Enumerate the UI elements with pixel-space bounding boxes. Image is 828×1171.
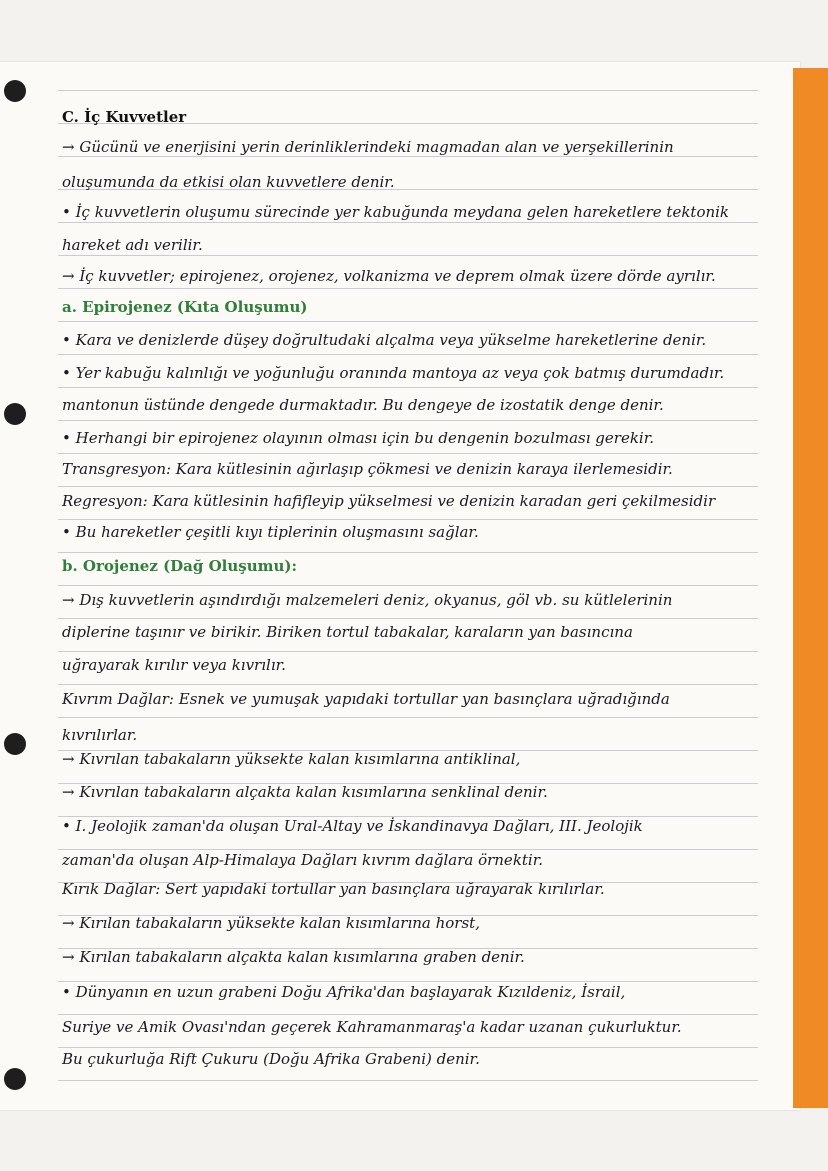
binder-hole [4, 733, 26, 755]
note-line: → Kırılan tabakaların alçakta kalan kısımlarına graben denir. [62, 948, 525, 966]
note-line: → İç kuvvetler; epirojenez, orojenez, volkanizma ve deprem olmak üzere dörde ayrılır. [62, 267, 716, 285]
binder-hole [4, 403, 26, 425]
subheading: b. Orojenez (Dağ Oluşumu): [62, 557, 298, 575]
subheading: a. Epirojenez (Kıta Oluşumu) [62, 298, 308, 316]
term-line: Regresyon: Kara kütlesinin hafifleyip yükselmesi ve denizin karadan geri çekilmesidir [62, 492, 716, 510]
ruled-line [58, 90, 758, 91]
term-line: Kıvrım Dağlar: Esnek ve yumuşak yapıdaki tortullar yan basınçlara uğradığında [62, 690, 670, 708]
section-title: C. İç Kuvvetler [62, 108, 187, 126]
note-line: → Kıvrılan tabakaların yüksekte kalan kısımlarına antiklinal, [62, 750, 521, 768]
note-line: • Bu hareketler çeşitli kıyı tiplerinin oluşmasını sağlar. [62, 523, 479, 541]
binder-hole [4, 80, 26, 102]
note-line: → Gücünü ve enerjisini yerin derinliklerindeki magmadan alan ve yerşekillerinin [62, 138, 674, 156]
note-line: • İç kuvvetlerin oluşumu sürecinde yer kabuğunda meydana gelen hareketlere tektonik [62, 203, 730, 221]
note-line: • I. Jeolojik zaman'da oluşan Ural-Altay ve İskandinavya Dağları, III. Jeolojik [62, 817, 643, 835]
term-line: Transgresyon: Kara kütlesinin ağırlaşıp çökmesi ve denizin karaya ilerlemesidir. [62, 460, 673, 478]
note-line: hareket adı verilir. [62, 236, 203, 254]
note-line: Bu çukurluğa Rift Çukuru (Doğu Afrika Grabeni) denir. [62, 1050, 480, 1068]
note-line: • Herhangi bir epirojenez olayının olması için bu dengenin bozulması gerekir. [62, 429, 655, 447]
term-line: Kırık Dağlar: Sert yapıdaki tortullar yan basınçlara uğrayarak kırılırlar. [62, 880, 605, 898]
note-line: → Kıvrılan tabakaların alçakta kalan kısımlarına senklinal denir. [62, 783, 548, 801]
note-line: Suriye ve Amik Ovası'ndan geçerek Kahramanmaraş'a kadar uzanan çukurluktur. [62, 1018, 682, 1036]
note-line: • Kara ve denizlerde düşey doğrultudaki alçalma veya yükselme hareketlerine denir. [62, 331, 707, 349]
binder-hole [4, 1068, 26, 1090]
note-line: diplerine taşınır ve birikir. Biriken tortul tabakalar, karaların yan basıncına [62, 623, 633, 641]
note-line: zaman'da oluşan Alp-Himalaya Dağları kıvrım dağlara örnektir. [62, 851, 544, 869]
note-line: → Dış kuvvetlerin aşındırdığı malzemeleri deniz, okyanus, göl vb. su kütlelerinin [62, 591, 673, 609]
note-line: → Kırılan tabakaların yüksekte kalan kısımlarına horst, [62, 914, 480, 932]
note-line: mantonun üstünde dengede durmaktadır. Bu dengeye de izostatik denge denir. [62, 396, 664, 414]
ruled-line [58, 1080, 758, 1081]
note-line: uğrayarak kırılır veya kıvrılır. [62, 656, 286, 674]
note-line: • Yer kabuğu kalınlığı ve yoğunluğu oranında mantoya az veya çok batmış durumdadır. [62, 364, 725, 382]
note-line: kıvrılırlar. [62, 726, 138, 744]
note-line: • Dünyanın en uzun grabeni Doğu Afrika'dan başlayarak Kızıldeniz, İsrail, [62, 983, 626, 1001]
note-line: oluşumunda da etkisi olan kuvvetlere denir. [62, 173, 395, 191]
orange-page-edge [793, 68, 828, 1108]
